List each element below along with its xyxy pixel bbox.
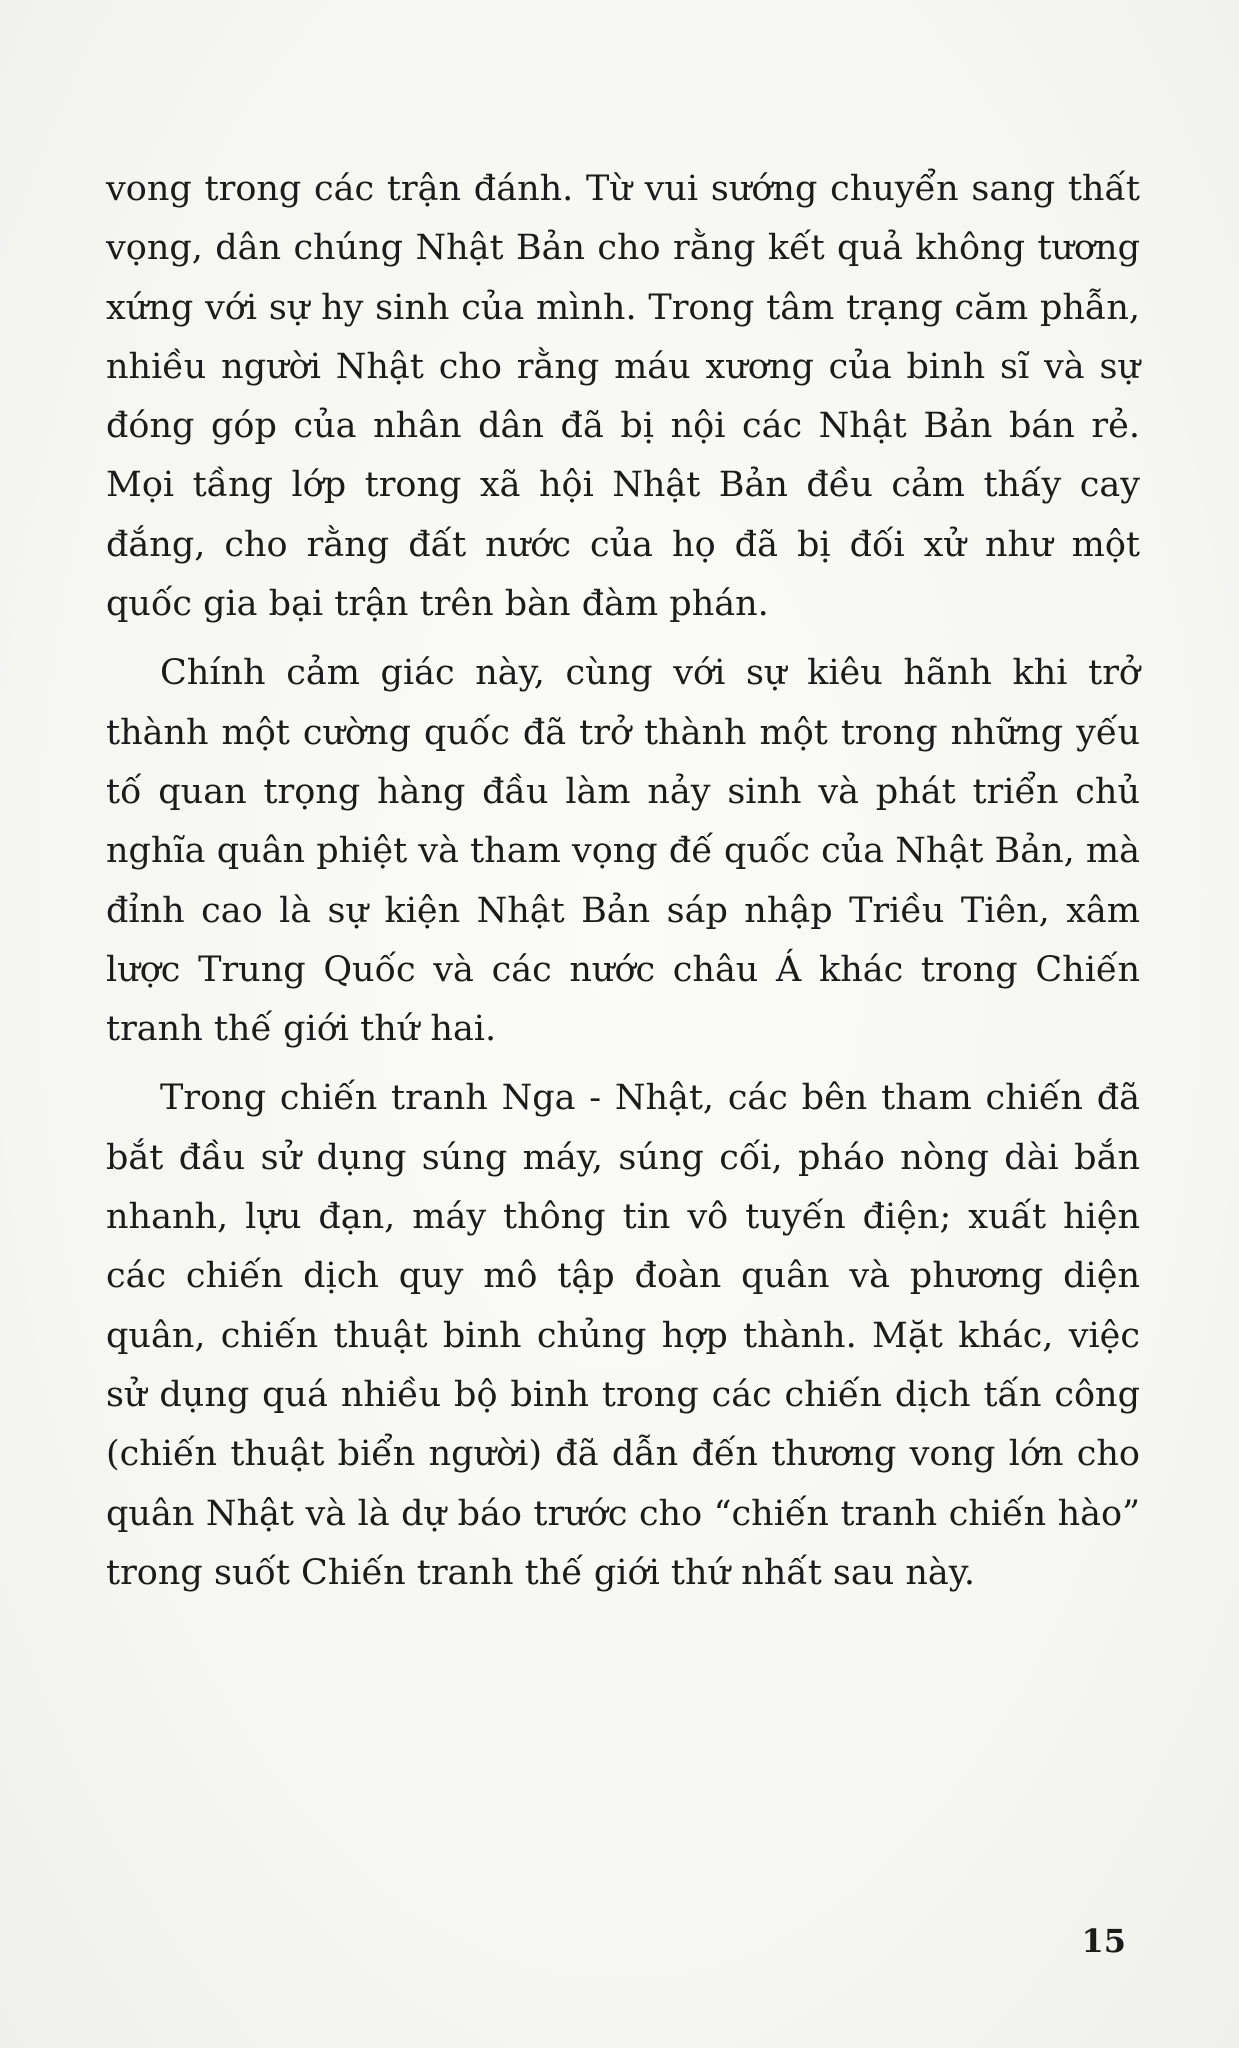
paragraph-2: Chính cảm giác này, cùng với sự kiêu hãnh khi trở thành một cường quốc đã trở thành một trong những yếu tố quan trọng hàng đầu làm nảy sinh và phát triển chủ nghĩa quân phiệt và tham vọng đế quốc của Nhật Bản, mà đỉnh cao là sự kiện Nhật Bản sáp nhập Triều Tiên, xâm lược Trung Quốc và các nước châu Á khác trong Chiến tranh thế giới thứ hai. xyxy=(106,653,1140,1050)
page-number: 15 xyxy=(1081,1922,1126,1960)
paragraph-3: Trong chiến tranh Nga - Nhật, các bên tham chiến đã bắt đầu sử dụng súng máy, súng cối, pháo nòng dài bắn nhanh, lựu đạn, máy thông tin vô tuyến điện; xuất hiện các chiến dịch quy mô tập đoàn quân và phương diện quân, chiến thuật binh chủng hợp thành. Mặt khác, việc sử dụng quá nhiều bộ binh trong các chiến dịch tấn công (chiến thuật biển người) đã dẫn đến thương vong lớn cho quân Nhật và là dự báo trước cho “chiến tranh chiến hào” trong suốt Chiến tranh thế giới thứ nhất sau này. xyxy=(106,1078,1140,1593)
paragraph-1: vong trong các trận đánh. Từ vui sướng chuyển sang thất vọng, dân chúng Nhật Bản cho rằng kết quả không tương xứng với sự hy sinh của mình. Trong tâm trạng căm phẫn, nhiều người Nhật cho rằng máu xương của binh sĩ và sự đóng góp của nhân dân đã bị nội các Nhật Bản bán rẻ. Mọi tầng lớp trong xã hội Nhật Bản đều cảm thấy cay đắng, cho rằng đất nước của họ đã bị đối xử như một quốc gia bại trận trên bàn đàm phán. xyxy=(106,169,1140,625)
body-text xyxy=(106,160,1140,1613)
